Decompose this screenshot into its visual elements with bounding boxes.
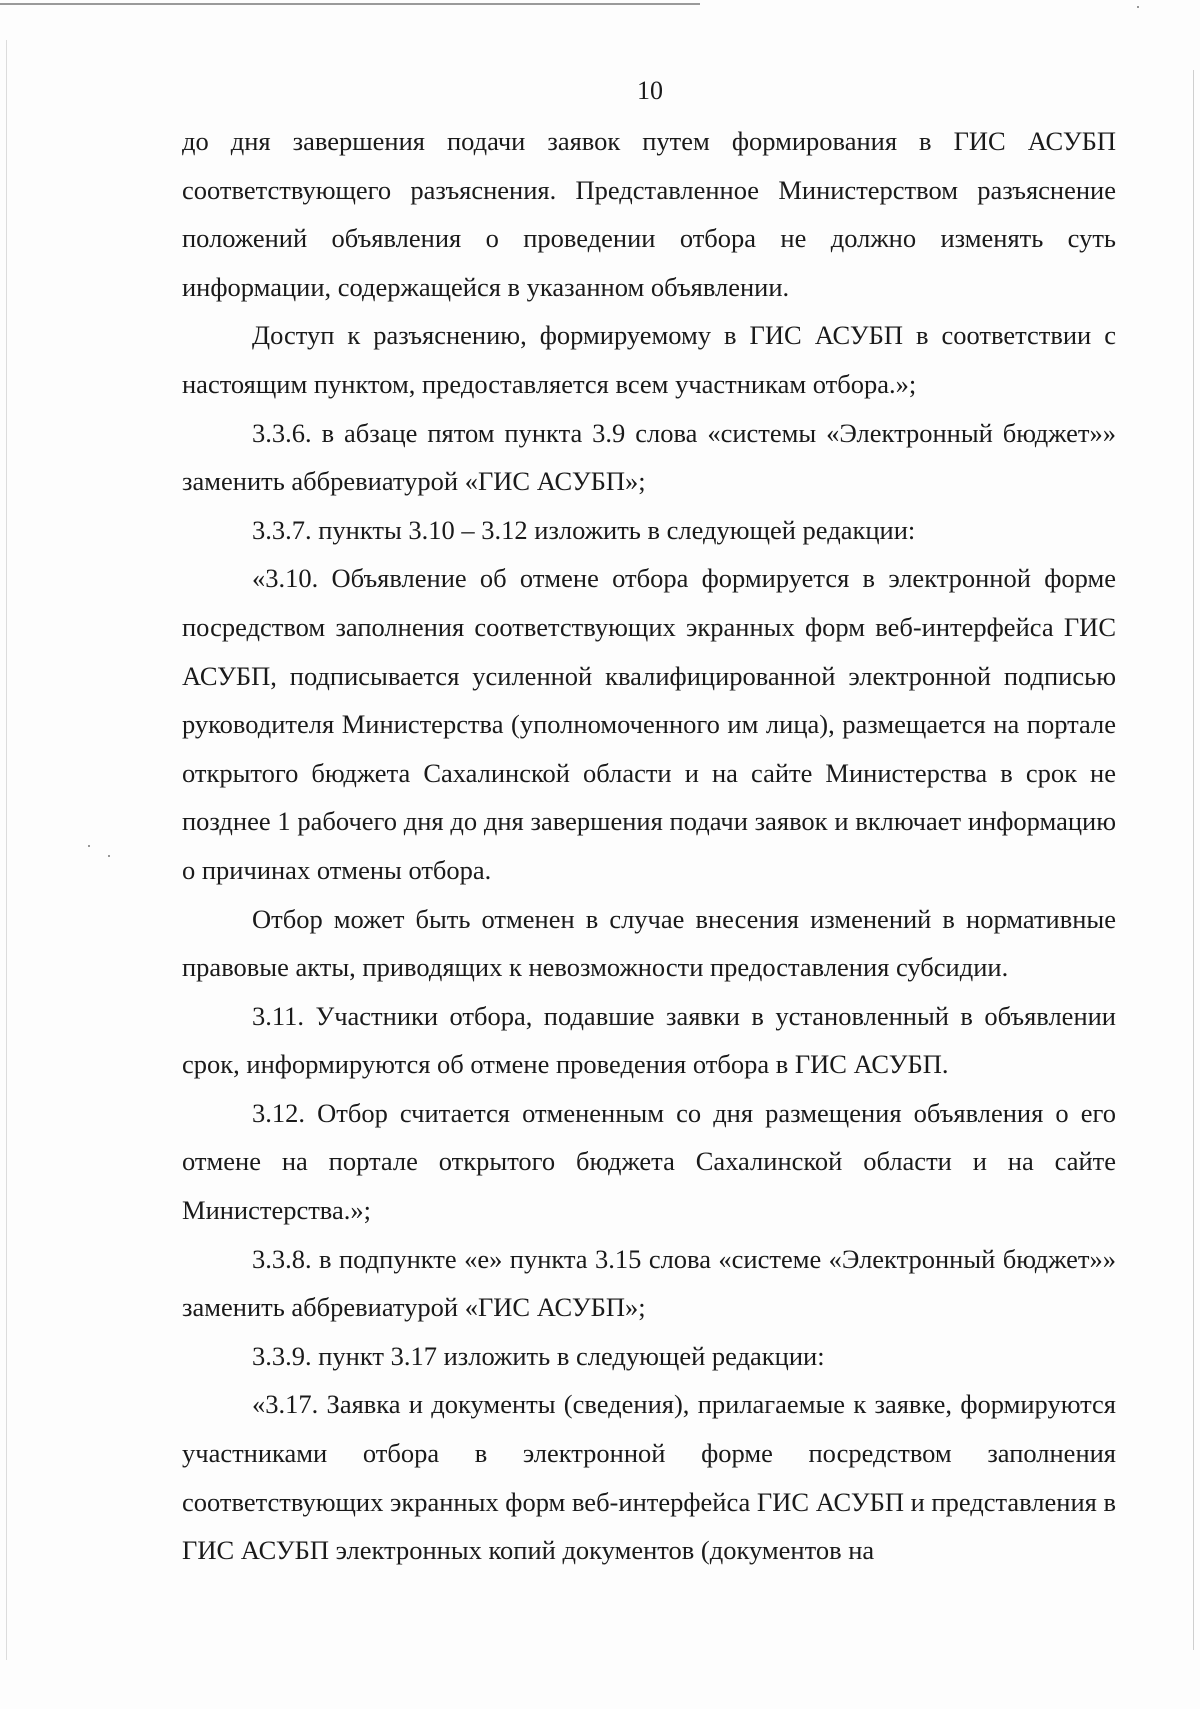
paragraph: 3.3.8. в подпункте «е» пункта 3.15 слова «системе «Электронный бюджет»» заменить аббревиатурой «ГИС АСУБП»; [182,1243,1116,1323]
scan-speck [1137,6,1139,8]
scan-speck [88,845,90,847]
paragraph: 3.12. Отбор считается отмененным со дня размещения объявления о его отмене на портале открытого бюджета Сахалинской области и на сайте Министерства.»; [182,1097,1116,1226]
scan-edge-left [6,40,7,1660]
paragraph: Отбор может быть отменен в случае внесения изменений в нормативные правовые акты, приводящих к невозможности предоставления субсидии. [182,903,1116,983]
paragraph: «3.10. Объявление об отмене отбора формируется в электронной форме посредством заполнения соответствующих экранных форм веб-интерфейса ГИС АСУБП, подписывается усиленной квалифицированной электронной подписью руководителя Министерства (уполномоченного им лица), размещается на портале открытого бюджета Сахалинской области и на сайте Министерства в срок не позднее 1 рабочего дня до дня завершения подачи заявок и включает информацию о причинах отмены отбора. [182,563,1116,885]
paragraph: «3.17. Заявка и документы (сведения), прилагаемые к заявке, формируются участниками отбора в электронной форме посредством заполнения соответствующих экранных форм веб-интерфейса ГИС АСУБП и представления в ГИС АСУБП электронных копий документов (документов на [182,1389,1116,1566]
paragraph: 3.3.6. в абзаце пятом пункта 3.9 слова «системы «Электронный бюджет»» заменить аббревиатурой «ГИС АСУБП»; [182,417,1116,497]
paragraph: 3.11. Участники отбора, подавшие заявки в установленный в объявлении срок, информируются об отмене проведения отбора в ГИС АСУБП. [182,1000,1116,1080]
scan-border-line [0,3,700,5]
scan-edge-right [1193,70,1194,1650]
scan-speck [108,855,110,857]
page-number: 10 [637,76,663,105]
document-body [182,117,1116,1575]
paragraph: Доступ к разъяснению, формируемому в ГИС АСУБП в соответствии с настоящим пунктом, предоставляется всем участникам отбора.»; [182,320,1116,399]
paragraph: до дня завершения подачи заявок путем формирования в ГИС АСУБП соответствующего разъяснения. Представленное Министерством разъяснение положений объявления о проведении отбора не должно изменять суть информации, содержащейся в указанном объявлении. [182,126,1116,302]
paragraph: 3.3.7. пункты 3.10 – 3.12 изложить в следующей редакции: [252,514,916,545]
paragraph: 3.3.9. пункт 3.17 изложить в следующей редакции: [252,1340,825,1371]
